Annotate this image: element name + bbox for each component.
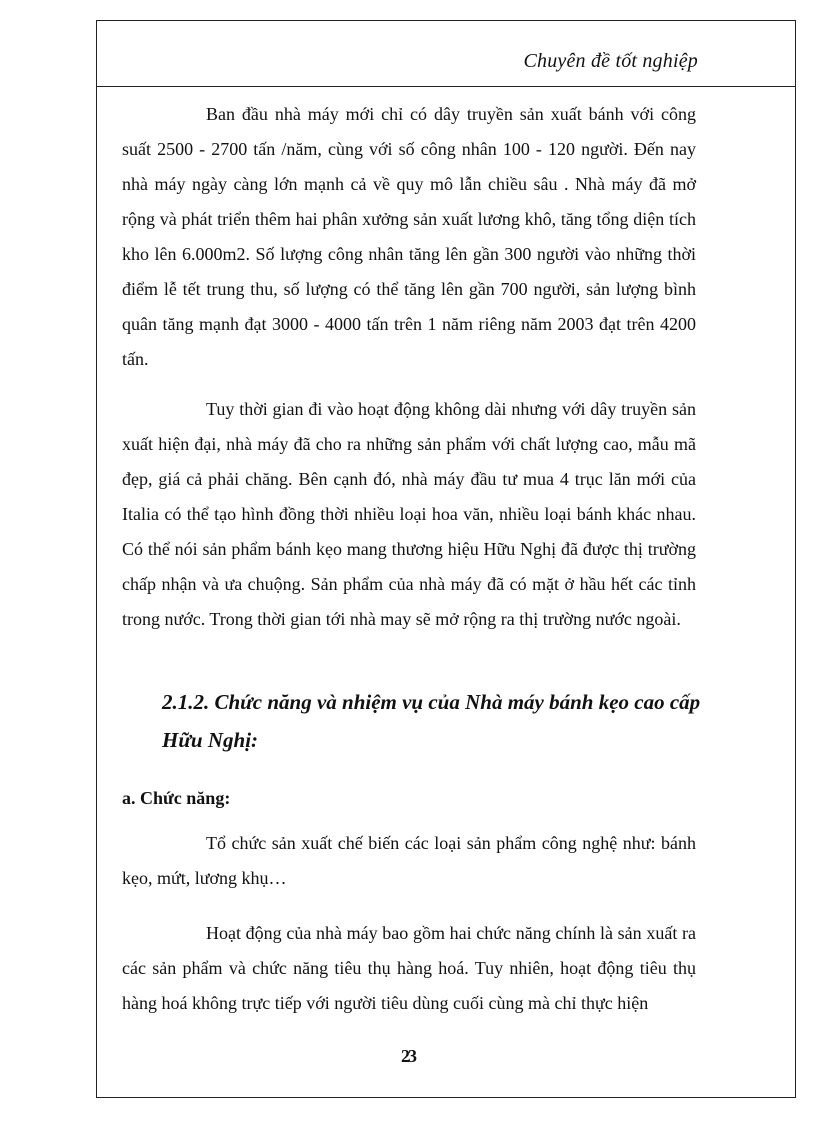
- subsection-heading: a. Chức năng:: [122, 788, 231, 808]
- paragraph-text: Ban đầu nhà máy mới chỉ có dây truyền sản xuất bánh với công suất 2500 - 2700 tấn /năm, cùng với số công nhân 100 - 120 người. Đến nay nhà máy ngày càng lớn mạnh cả về quy mô lẫn chiều sâu . Nhà máy đã mở rộng và phát triển thêm hai phân xưởng sản xuất lương khô, tăng tổng diện tích kho lên 6.000m2. Số lượng công nhân tăng lên gần 300 người vào những thời điểm lễ tết trung thu, số lượng có thể tăng lên gần 700 người, sản lượng bình quân tăng mạnh đạt 3000 - 4000 tấn trên 1 năm riêng năm 2003 đạt trên 4200 tấn.: [122, 104, 696, 369]
- page-number: 23: [401, 1046, 415, 1066]
- paragraph-text: Tuy thời gian đi vào hoạt động không dài nhưng với dây truyền sản xuất hiện đại, nhà máy đã cho ra những sản phẩm với chất lượng cao, mẫu mã đẹp, giá cả phải chăng. Bên cạnh đó, nhà máy đầu tư mua 4 trục lăn mới của Italia có thể tạo hình đồng thời nhiều loại hoa văn, nhiều loại bánh khác nhau. Có thể nói sản phẩm bánh kẹo mang thương hiệu Hữu Nghị đã được thị trường chấp nhận và ưa chuộng. Sản phẩm của nhà máy đã có mặt ở hầu hết các tỉnh trong nước. Trong thời gian tới nhà may sẽ mở rộng ra thị trường nước ngoài.: [122, 399, 696, 629]
- paragraph-product-quality: [122, 392, 696, 637]
- running-header: Chuyên đề tốt nghiệp: [523, 50, 698, 72]
- section-heading: 2.1.2. Chức năng và nhiệm vụ của Nhà máy bánh kẹo cao cấp Hữu Nghị:: [162, 690, 701, 752]
- paragraph-functions: [122, 826, 696, 896]
- paragraph-production-growth: [122, 97, 696, 377]
- header-rule: [96, 86, 796, 87]
- paragraph-text: Tổ chức sản xuất chế biến các loại sản phẩm công nghệ như: bánh kẹo, mứt, lương khụ…: [122, 833, 696, 888]
- paragraph-activities: [122, 916, 696, 1021]
- paragraph-text: Hoạt động của nhà máy bao gồm hai chức năng chính là sản xuất ra các sản phẩm và chức năng tiêu thụ hàng hoá. Tuy nhiên, hoạt động tiêu thụ hàng hoá không trực tiếp với người tiêu dùng cuối cùng mà chỉ thực hiện: [122, 923, 696, 1013]
